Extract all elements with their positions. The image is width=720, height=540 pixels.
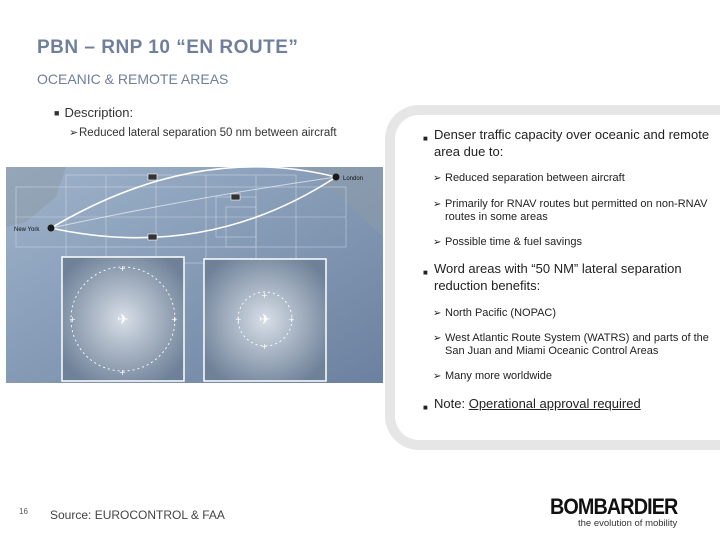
operational-approval-note: Operational approval required xyxy=(468,396,641,411)
description-sub-text: Reduced lateral separation 50 nm between aircraft xyxy=(79,127,337,139)
new-york-label: New York xyxy=(14,227,40,233)
source-citation: Source: EUROCONTROL & FAA xyxy=(50,508,225,522)
airplane-icon: ✈ xyxy=(259,312,271,328)
aircraft-icon xyxy=(231,194,240,200)
page-subtitle: OCEANIC & REMOTE AREAS xyxy=(37,71,229,87)
arrow-bullet-icon: ➢ xyxy=(433,199,442,210)
sub-item: ➢ North Pacific (NOPAC) xyxy=(433,307,557,319)
plus-icon: + xyxy=(235,315,242,324)
plus-icon: + xyxy=(171,315,178,324)
aircraft-icon xyxy=(148,174,157,180)
london-marker xyxy=(333,174,340,181)
arrow-bullet-icon: ➢ xyxy=(433,308,442,319)
benefit-item-capacity: ■ Denser traffic capacity over oceanic and remote area due to: xyxy=(423,127,710,159)
benefit-item-areas: ■ Word areas with “50 NM” lateral separation reduction benefits: xyxy=(423,261,682,293)
logo-tagline: the evolution of mobility xyxy=(578,518,678,529)
description-label: Description: xyxy=(64,105,134,120)
arrow-bullet-icon: ➢ xyxy=(433,173,442,184)
separation-inset-before xyxy=(62,257,184,381)
square-bullet-icon: ■ xyxy=(423,403,428,412)
description-sub-bullet xyxy=(69,127,349,141)
page-number: 16 xyxy=(19,507,28,516)
logo-wordmark: BOMBARDIER xyxy=(550,494,678,519)
description-bullet xyxy=(54,105,133,120)
arrow-bullet-icon: ➢ xyxy=(433,333,442,344)
sub-item: ➢ West Atlantic Route System (WATRS) and parts of the San Juan and Miami Oceanic Control Areas xyxy=(433,332,709,357)
new-york-marker xyxy=(48,225,55,232)
square-bullet-icon: ■ xyxy=(54,108,60,118)
page-title: PBN – RNP 10 “EN ROUTE” xyxy=(37,37,299,58)
plus-icon: + xyxy=(69,315,76,324)
bombardier-logo xyxy=(550,494,690,529)
arrow-bullet-icon: ➢ xyxy=(433,237,442,248)
sub-item: ➢ Primarily for RNAV routes but permitted on non-RNAV routes in some areas xyxy=(433,198,708,223)
benefit-item-note: ■ Note: Operational approval required xyxy=(434,396,704,413)
sub-item: ➢ Many more worldwide xyxy=(433,370,552,382)
square-bullet-icon: ■ xyxy=(423,134,428,143)
arrow-bullet-icon: ➢ xyxy=(69,127,79,139)
plus-icon: + xyxy=(119,264,126,273)
oceanic-route-map xyxy=(6,167,383,383)
plus-icon: + xyxy=(288,315,295,324)
sub-item: ➢ Possible time & fuel savings xyxy=(433,236,582,248)
sub-item: ➢ Reduced separation between aircraft xyxy=(433,172,625,184)
separation-inset-after xyxy=(204,259,326,381)
london-label: London xyxy=(343,176,364,182)
square-bullet-icon: ■ xyxy=(423,268,428,277)
arrow-bullet-icon: ➢ xyxy=(433,371,442,382)
aircraft-icon xyxy=(148,234,157,240)
plus-icon: + xyxy=(261,342,268,351)
plus-icon: + xyxy=(119,368,126,377)
plus-icon: + xyxy=(261,291,268,300)
airplane-icon: ✈ xyxy=(117,312,129,328)
